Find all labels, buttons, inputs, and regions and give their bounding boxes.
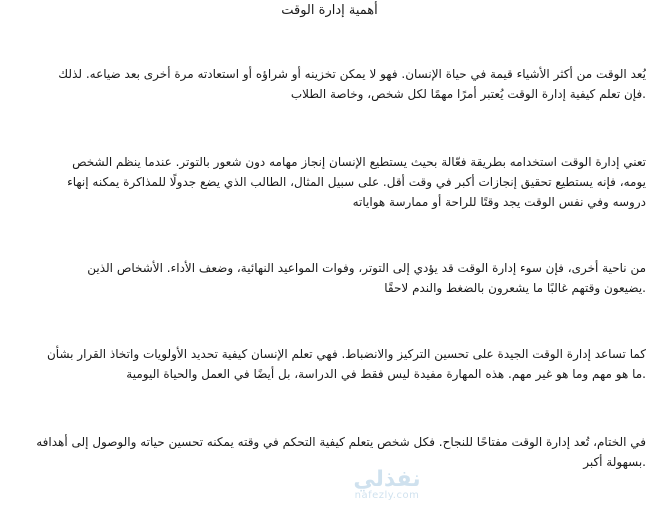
- paragraph-line: يومه، فإنه يستطيع تحقيق إنجازات أكبر في وقت أقل. على سبيل المثال، الطالب الذي يضع جدولًا للمذاكرة يمكنه إنهاء: [67, 175, 646, 189]
- paragraph-line: من ناحية أخرى، فإن سوء إدارة الوقت قد يؤدي إلى التوتر، وفوات المواعيد النهائية، وضعف الأداء. الأشخاص الذين: [87, 261, 646, 275]
- paragraph-line: في الختام، تُعد إدارة الوقت مفتاحًا للنجاح. فكل شخص يتعلم كيفية التحكم في وقته يمكنه تحسين حياته والوصول إلى أهدافه: [36, 435, 646, 449]
- paragraph-line: تعني إدارة الوقت استخدامه بطريقة فعّالة بحيث يستطيع الإنسان إنجاز مهامه دون شعور بالتوتر. عندما ينظم الشخص: [72, 155, 646, 169]
- paragraph-line: .فإن تعلم كيفية إدارة الوقت يُعتبر أمرًا مهمًا لكل شخص، وخاصة الطلاب: [290, 87, 646, 101]
- paragraph-line: يُعد الوقت من أكثر الأشياء قيمة في حياة الإنسان. فهو لا يمكن تخزينه أو شراؤه أو استعادته مرة أخرى بعد ضياعه. لذلك: [58, 67, 646, 81]
- paragraph-line: كما تساعد إدارة الوقت الجيدة على تحسين التركيز والانضباط. فهي تعلم الإنسان كيفية تحديد الأولويات واتخاذ القرار بشأن: [46, 347, 646, 361]
- paragraph-line: .يضيعون وقتهم غالبًا ما يشعرون بالضغط والندم لاحقًا: [384, 281, 646, 295]
- paragraph-line: .ما هو مهم وما هو غير مهم. هذه المهارة مفيدة ليس فقط في الدراسة، بل أيضًا في العمل والحياة اليومية: [126, 367, 646, 381]
- watermark-logo-icon: [352, 460, 422, 492]
- paragraph-2: [16, 152, 646, 212]
- paragraph-3: [16, 258, 646, 298]
- paragraph-4: [16, 344, 646, 384]
- paragraph-1: [16, 64, 646, 104]
- paragraph-line: .بسهولة أكبر: [583, 455, 646, 469]
- watermark-latin-text: nafezly.com: [354, 490, 420, 501]
- watermark-arabic-text: نفذلي: [353, 467, 421, 492]
- document-title: أهمية إدارة الوقت: [281, 3, 378, 18]
- nafezly-watermark-logo: [352, 460, 422, 504]
- paragraph-line: دروسه وفي نفس الوقت يجد وقتًا للراحة أو ممارسة هواياته: [352, 195, 646, 209]
- paragraph-5: [16, 432, 646, 472]
